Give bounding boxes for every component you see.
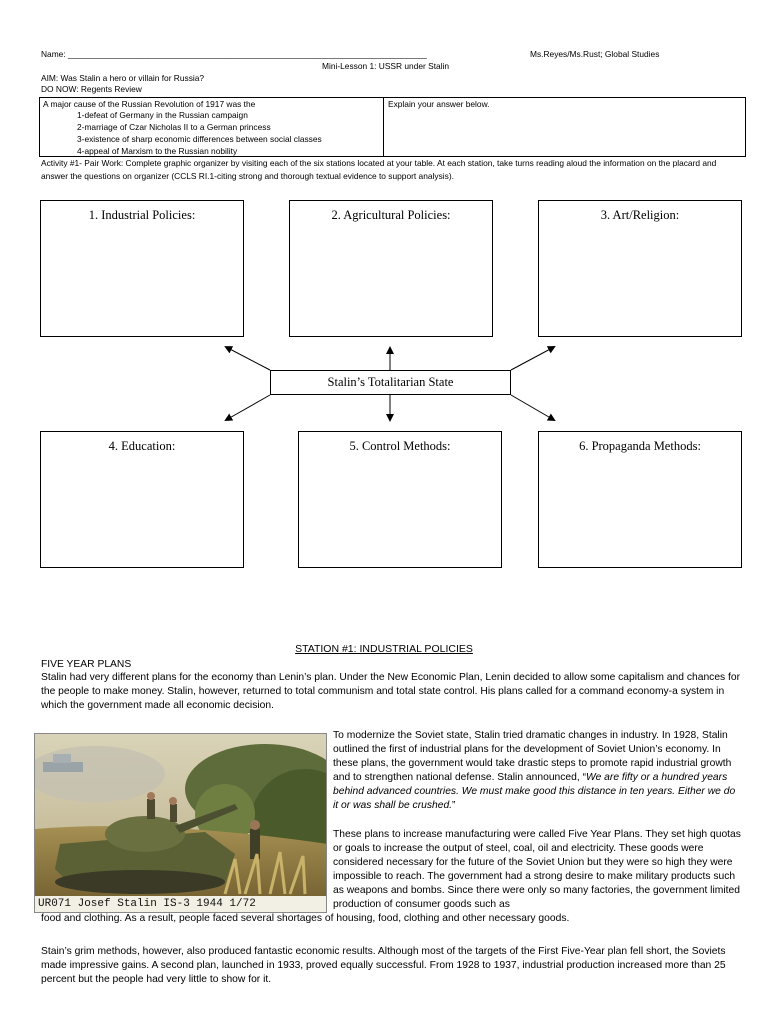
lesson-title: Mini-Lesson 1: USSR under Stalin xyxy=(322,61,450,71)
activity-instructions: Activity #1- Pair Work: Complete graphic organizer by visiting each of the six stations located at your table. At each station, take turns reading aloud the information on the placard and answer the questions on organizer (CCLS RI.1-citing strong and thorough textual evidence to support analysis). xyxy=(41,158,717,181)
question-text: A major cause of the Russian Revolution of 1917 was the xyxy=(43,99,256,109)
aim-text: AIM: Was Stalin a hero or villain for Russia? xyxy=(41,73,205,83)
tank-illustration xyxy=(34,733,327,913)
answer-option-1: 1-defeat of Germany in the Russian campaign xyxy=(77,110,248,120)
do-now-label: DO NOW: Regents Review xyxy=(41,84,142,94)
name-line[interactable]: Name: _____________________________________________________________________________ xyxy=(41,49,427,59)
box-title: 4. Education: xyxy=(108,439,176,453)
box-title: 6. Propaganda Methods: xyxy=(579,439,701,453)
center-box: Stalin’s Totalitarian State xyxy=(270,370,511,395)
arrow xyxy=(226,395,270,420)
paragraph-1: Stalin had very different plans for the economy than Lenin’s plan. Under the New Economic Plan, Lenin decided to allow some capitalism and chances for the people to make money. Stalin, however, returned to total communism and total state control. His plans called for a command economy-a system in which the government made all economic decision. xyxy=(41,672,741,711)
stalin-quote: We are fifty or a hundred years behind advanced countries. We must make good this distance in ten years. Either we do it or was shall be crushed. xyxy=(333,772,736,811)
explain-prompt[interactable]: Explain your answer below. xyxy=(388,99,490,109)
arrow xyxy=(226,347,270,370)
image-caption: UR071 Josef Stalin IS-3 1944 1/72 xyxy=(35,896,326,912)
tank-scene xyxy=(35,734,327,913)
station-title: STATION #1: INDUSTRIAL POLICIES xyxy=(295,643,473,655)
arrow xyxy=(511,395,554,420)
paragraph-2-text: To modernize the Soviet state, Stalin tried dramatic changes in industry. In 1928, Stalin outlined the first of industrial plans for the development of Soviet Union’s economy. In these plans, the government would take drastic steps to promote rapid industrial growth and to strengthen national defense. Stalin announced, “ xyxy=(333,730,732,783)
paragraph-2 xyxy=(333,729,743,813)
section-heading: FIVE YEAR PLANS xyxy=(41,659,132,670)
answer-option-2: 2-marriage of Czar Nicholas II to a German princess xyxy=(77,122,271,132)
paragraph-3: These plans to increase manufacturing were called Five Year Plans. They set high quotas or goals to increase the output of steel, coal, oil and electricity. These goods were considered necessary for the future of the Soviet Union but they were so high they were impossible to reach. The government had a strong desire to make military products such as weapons and bombs. Since there were only so many factories, the government limited production of consumer goods such as xyxy=(333,829,741,910)
box-title: 3. Art/Religion: xyxy=(600,208,680,222)
arrow xyxy=(511,347,554,370)
box-title: 2. Agricultural Policies: xyxy=(331,208,451,222)
box-title: 1. Industrial Policies: xyxy=(88,208,196,222)
teacher-label: Ms.Reyes/Ms.Rust; Global Studies xyxy=(530,49,660,59)
paragraph-4: Stain’s grim methods, however, also produced fantastic economic results. Although most of the targets of the First Five-Year plan fell short, the Soviets made impressive gains. A second plan, launched in 1933, proved equally successful. From 1928 to 1937, industrial production increased more than 25 percent but the people had very little to show for it. xyxy=(41,946,726,985)
quote-close: ” xyxy=(452,800,456,811)
answer-option-4: 4-appeal of Marxism to the Russian nobility xyxy=(77,146,238,156)
box-title: 5. Control Methods: xyxy=(349,439,451,453)
paragraph-3-continued: food and clothing. As a result, people faced several shortages of housing, food, clothing and other necessary goods. xyxy=(41,913,570,924)
answer-option-3: 3-existence of sharp economic differences between social classes xyxy=(77,134,322,144)
